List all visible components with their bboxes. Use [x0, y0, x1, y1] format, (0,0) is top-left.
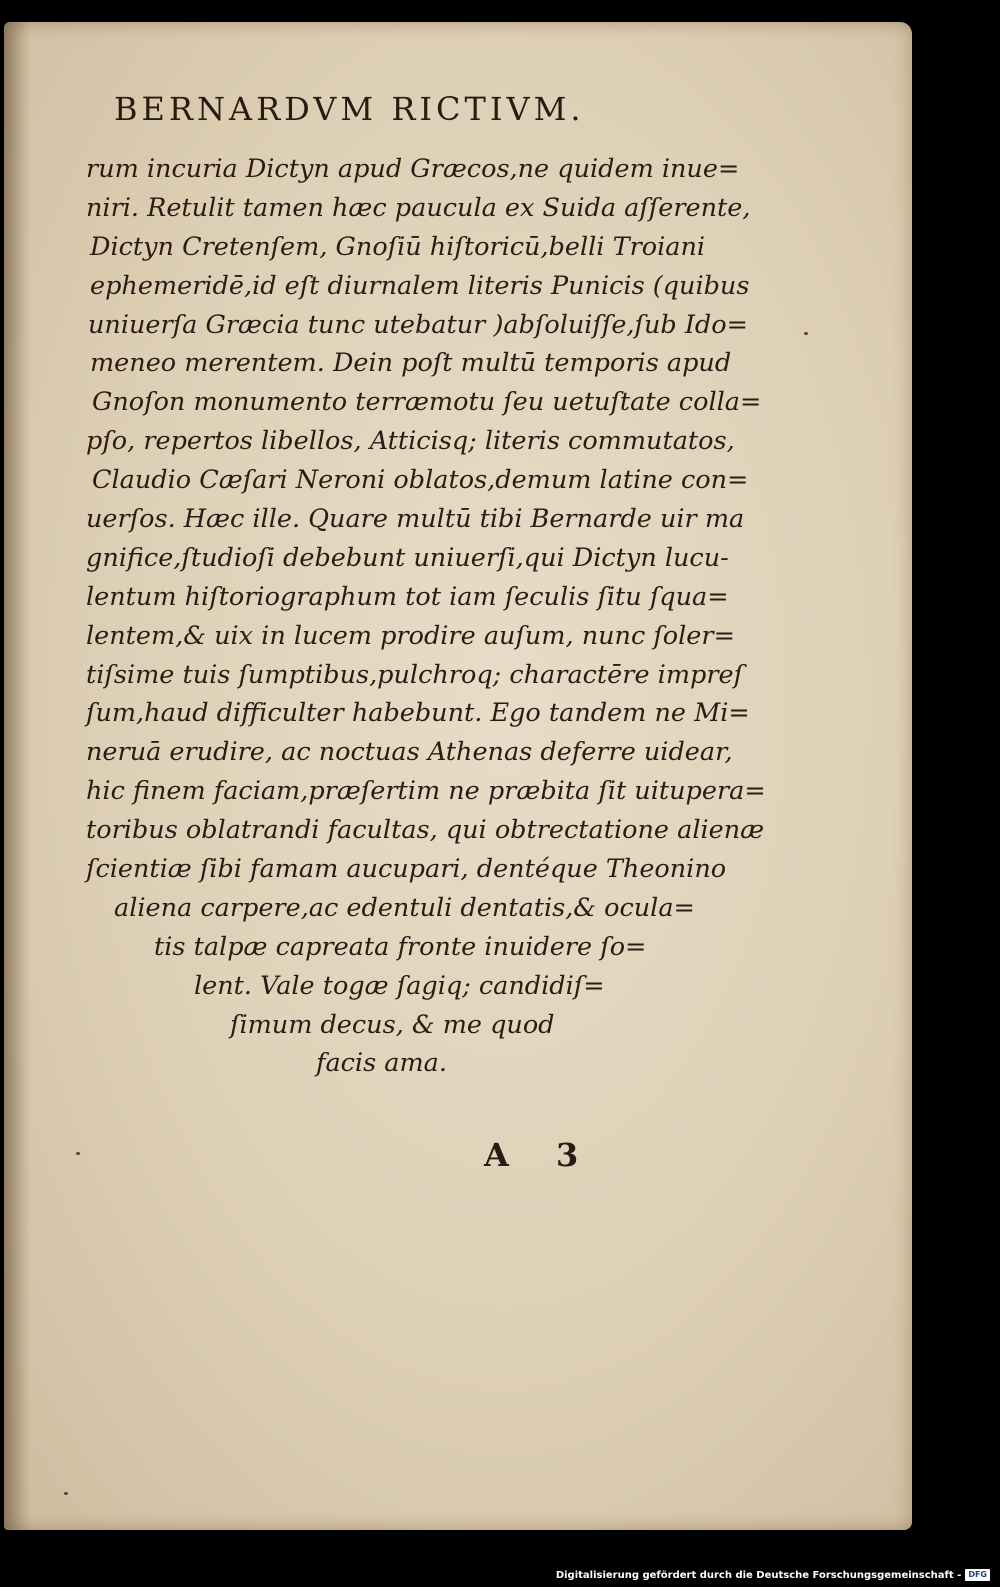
text-line: ſum,haud difficulter habebunt. Ego tandem ne Mi=: [86, 698, 750, 729]
text-line: facis ama.: [316, 1048, 447, 1079]
text-line: lentem,& uix in lucem prodire auſum, nunc ſoler=: [86, 620, 735, 651]
text-line: uniuerſa Græcia tunc utebatur )abſoluiſſe,ſub Ido=: [88, 309, 748, 340]
text-line: neruā erudire, ac noctuas Athenas deferre uidear,: [86, 737, 733, 768]
book-page: [4, 22, 912, 1530]
text-line: pſo, repertos libellos, Atticisq; literis commutatos,: [86, 426, 735, 457]
credit-text: Digitalisierung gefördert durch die Deutsche Forschungsgemeinschaft -: [555, 1569, 962, 1581]
running-head: BERNARDVM RICTIVM.: [114, 90, 585, 128]
text-line: tis talpæ capreata fronte inuidere ſo=: [154, 931, 647, 962]
body-text: [4, 150, 912, 1083]
text-line: toribus oblatrandi facultas, qui obtrectatione alienæ: [86, 815, 765, 846]
text-line: gnifice,ſtudioſi debebunt uniuerſi,qui Dictyn lucu-: [86, 542, 729, 573]
text-line: Gnoſon monumento terræmotu ſeu uetuſtate colla=: [92, 387, 762, 418]
digitization-credit: [556, 1567, 990, 1583]
dfg-logo-icon: DFG: [965, 1569, 990, 1581]
paper-speck: [76, 1152, 80, 1155]
text-line: uerſos. Hæc ille. Quare multū tibi Bernarde uir ma: [86, 504, 745, 535]
text-line: ſimum decus, & me quod: [230, 1009, 555, 1040]
text-line: ſcientiæ ſibi famam aucupari, dentéque Theonino: [86, 854, 727, 885]
paper-speck: [64, 1492, 68, 1495]
text-line: Claudio Cæſari Neroni oblatos,demum latine con=: [92, 465, 749, 496]
text-line: Dictyn Cretenſem, Gnoſiū hiſtoricū,belli Troiani: [90, 231, 706, 262]
signature-mark: A 3: [484, 1136, 597, 1174]
text-line: tiſsime tuis ſumptibus,pulchroq; charactēre impreſ: [86, 659, 744, 690]
text-line: lentum hiſtoriographum tot iam ſeculis ſitu ſqua=: [86, 581, 729, 612]
text-line: ephemeridē,id eſt diurnalem literis Punicis (quibus: [90, 270, 750, 301]
text-line: lent. Vale togæ ſagiq; candidiſ=: [194, 970, 605, 1001]
text-line: meneo merentem. Dein poſt multū temporis apud: [90, 348, 732, 379]
text-line: hic finem faciam,præſertim ne præbita ſit uitupera=: [86, 776, 766, 807]
paper-speck: [804, 332, 808, 335]
text-line: aliena carpere,ac edentuli dentatis,& ocula=: [114, 892, 695, 923]
text-line: niri. Retulit tamen hæc paucula ex Suida aſſerente,: [86, 192, 751, 223]
text-line: rum incuria Dictyn apud Græcos,ne quidem inue=: [86, 154, 740, 184]
